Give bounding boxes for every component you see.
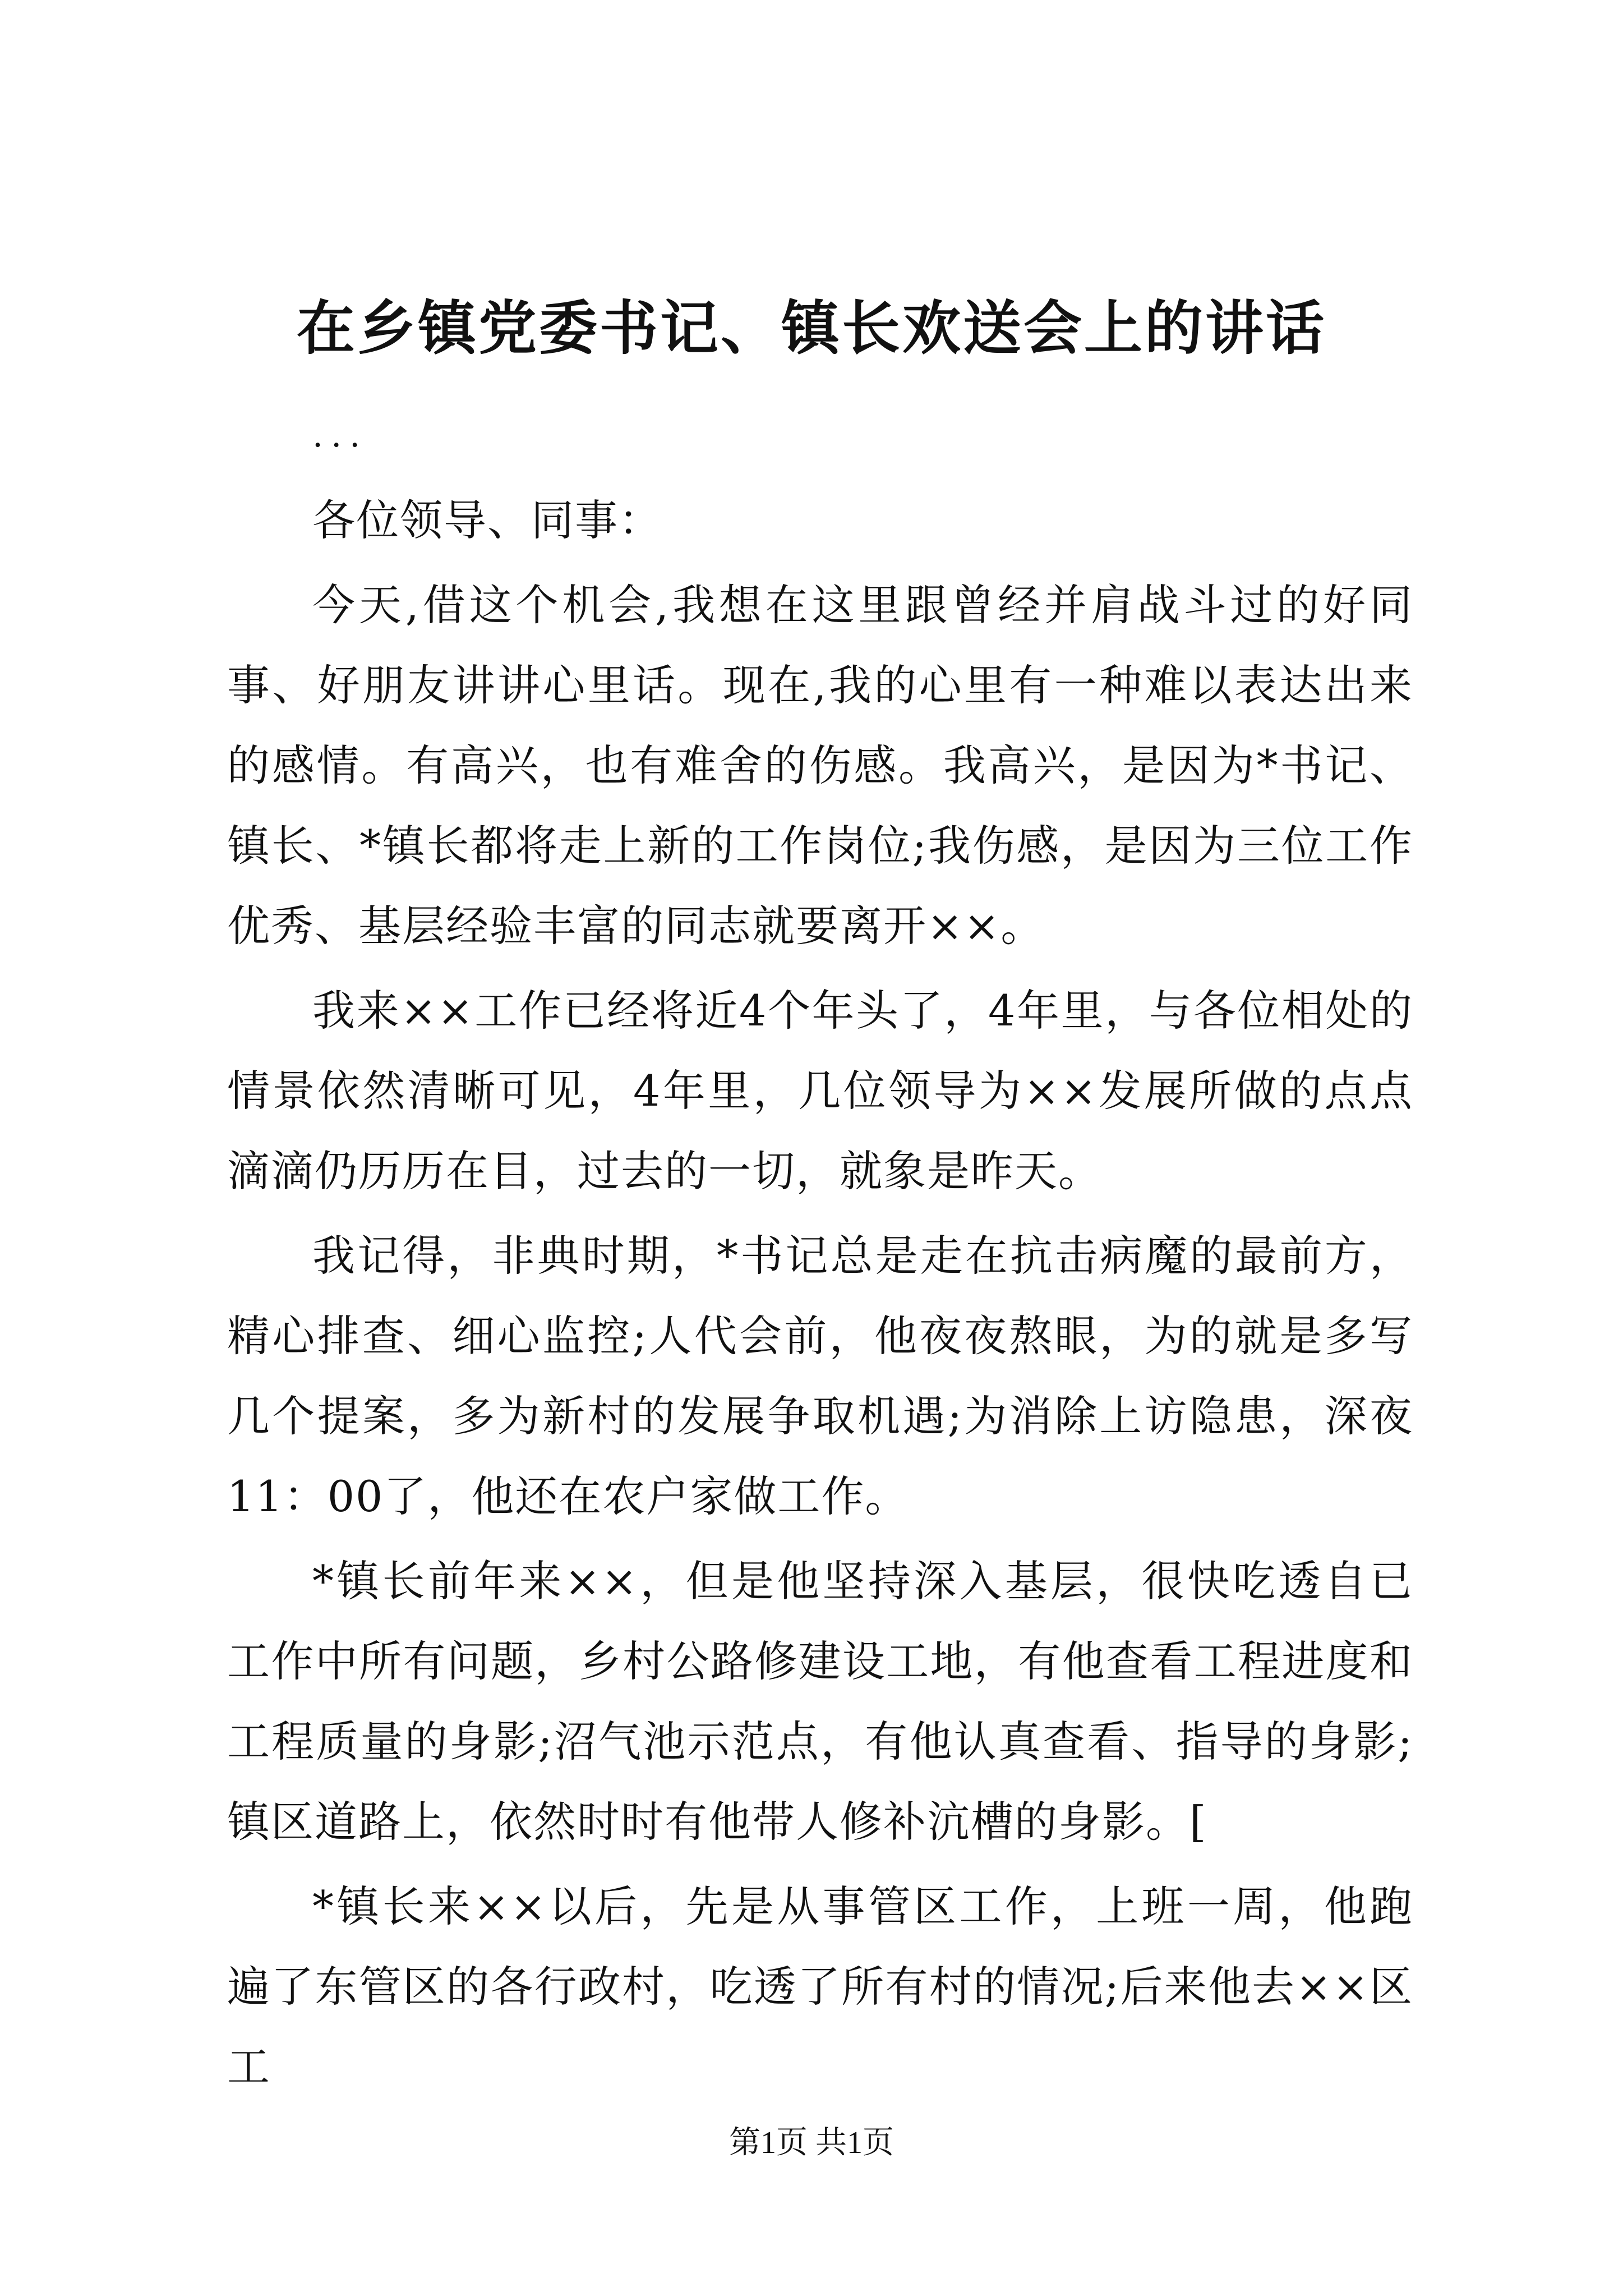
salutation: 各位领导、同事：	[312, 495, 662, 545]
page-footer: 第1页 共1页	[729, 2125, 894, 2160]
paragraph: 今天,借这个机会,我想在这里跟曾经并肩战斗过的好同事、好朋友讲讲心里话。现在,我的心里有一种难以表达出来的感情。有高兴，也有难舍的伤感。我高兴，是因为*书记、镇长、*镇长都将走上新的工作岗位;我伤感，是因为三位工作优秀、基层经验丰富的同志就要离开××。	[227, 580, 1413, 951]
document-body	[227, 395, 1413, 2111]
paragraph: 我记得，非典时期，*书记总是走在抗击病魔的最前方，精心排查、细心监控;人代会前，他夜夜熬眼，为的就是多写几个提案，多为新村的发展争取机遇;为消除上访隐患，深夜11：00了，他还在农户家做工作。	[227, 1231, 1413, 1521]
ellipsis-marker: ...	[312, 416, 368, 455]
paragraph: *镇长来××以后，先是从事管区工作，上班一周，他跑遍了东管区的各行政村，吃透了所有村的情况;后来他去××区工	[227, 1881, 1413, 2092]
document-title: 在乡镇党委书记、镇长欢送会上的讲话	[296, 293, 1326, 362]
paragraph: 我来××工作已经将近4个年头了，4年里，与各位相处的情景依然清晰可见，4年里，几位领导为××发展所做的点点滴滴仍历历在目，过去的一切，就象是昨天。	[227, 986, 1413, 1196]
paragraph: *镇长前年来××，但是他坚持深入基层，很快吃透自已工作中所有问题，乡村公路修建设工地，有他查看工程进度和工程质量的身影;沼气池示范点，有他认真查看、指导的身影;镇区道路上，依然时时有他带人修补沆槽的身影。[	[227, 1556, 1413, 1847]
